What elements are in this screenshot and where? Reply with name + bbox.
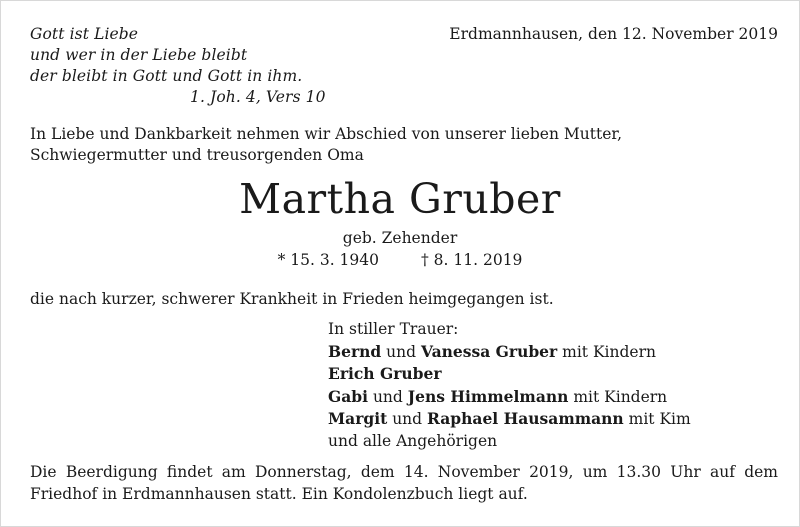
verse-line: der bleibt in Gott und Gott in ihm. bbox=[30, 67, 303, 85]
intro-text bbox=[30, 124, 622, 166]
mourners-closing: und alle Angehörigen bbox=[328, 431, 498, 450]
deceased-name: Martha Gruber bbox=[239, 175, 561, 223]
mourner-row bbox=[328, 341, 691, 364]
death-date: † 8. 11. 2019 bbox=[421, 251, 523, 269]
place-and-date: Erdmannhausen, den 12. November 2019 bbox=[449, 25, 778, 43]
verse-line: Gott ist Liebe bbox=[30, 25, 139, 43]
mourner-name: Margit bbox=[328, 409, 388, 428]
mourner-row bbox=[328, 363, 691, 386]
life-dates bbox=[0, 250, 800, 270]
funeral-line: Die Beerdigung findet am Donnerstag, dem 14. November 2019, um 13.30 Uhr auf dem bbox=[30, 463, 778, 481]
mourner-row bbox=[328, 386, 691, 409]
mourner-suffix: mit Kindern bbox=[568, 387, 668, 406]
verse-reference: 1. Joh. 4, Vers 10 bbox=[190, 88, 326, 106]
mourner-name: Raphael Hausammann bbox=[427, 409, 624, 428]
funeral-notice bbox=[30, 462, 778, 505]
bible-verse bbox=[30, 24, 326, 108]
verse-line: und wer in der Liebe bleibt bbox=[30, 46, 248, 64]
mourner-connector: und bbox=[387, 410, 428, 428]
intro-line: Schwiegermutter und treusorgenden Oma bbox=[30, 146, 364, 164]
passing-text: die nach kurzer, schwerer Krankheit in Frieden heimgegangen ist. bbox=[30, 290, 554, 308]
maiden-name: geb. Zehender bbox=[342, 229, 458, 247]
intro-line: In Liebe und Dankbarkeit nehmen wir Abschied von unserer lieben Mutter, bbox=[30, 125, 622, 143]
mourner-suffix: mit Kim bbox=[623, 410, 691, 428]
funeral-line: Friedhof in Erdmannhausen statt. Ein Kondolenzbuch liegt auf. bbox=[30, 484, 528, 503]
mourners-list bbox=[328, 319, 691, 452]
mourner-name: Gabi bbox=[328, 386, 369, 406]
mourner-name: Jens Himmelmann bbox=[407, 386, 569, 406]
mourner-name: Vanessa Gruber bbox=[421, 341, 558, 361]
mourner-connector: und bbox=[381, 342, 421, 361]
mourners-heading: In stiller Trauer: bbox=[328, 320, 459, 338]
mourner-row bbox=[328, 408, 691, 431]
mourner-name: Bernd bbox=[328, 341, 382, 361]
mourner-connector: und bbox=[368, 387, 408, 406]
birth-date: * 15. 3. 1940 bbox=[277, 251, 379, 269]
mourner-suffix: mit Kindern bbox=[557, 342, 656, 361]
mourner-name: Erich Gruber bbox=[328, 364, 442, 383]
